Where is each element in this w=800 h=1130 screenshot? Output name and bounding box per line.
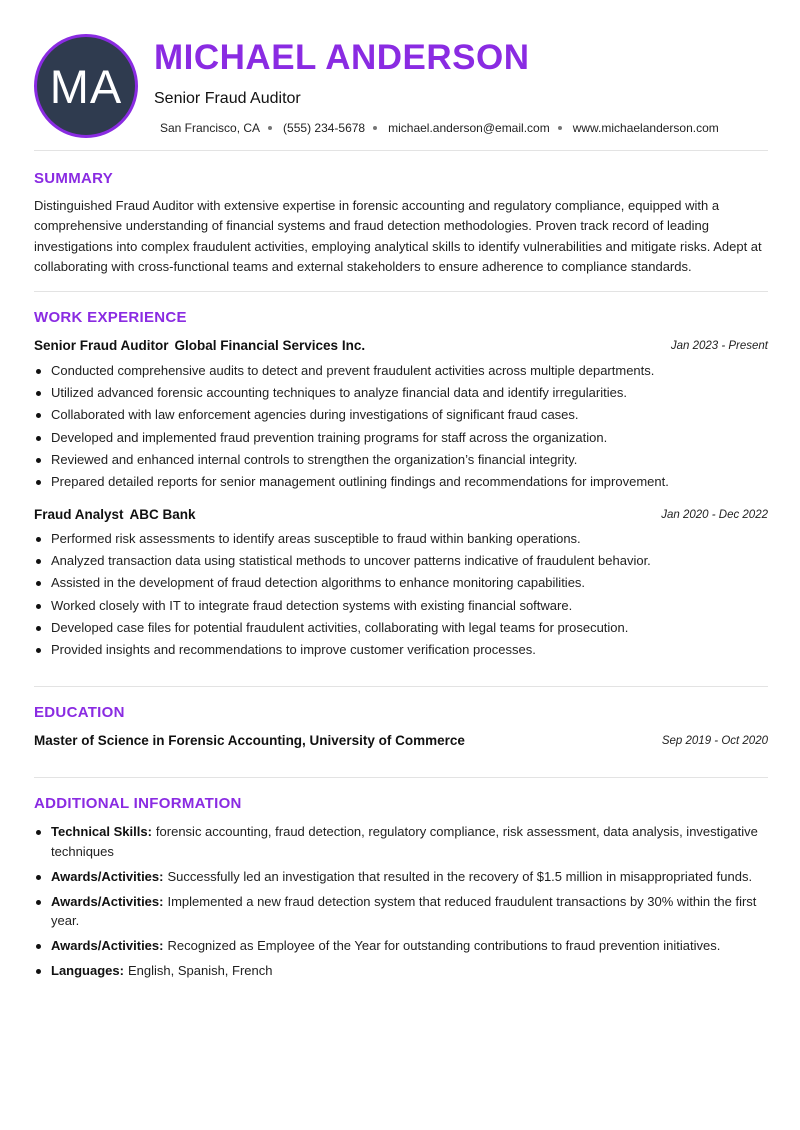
item-text: Recognized as Employee of the Year for outstanding contributions to fraud prevention initiatives. <box>167 938 721 953</box>
list-item: Developed case files for potential fraudulent activities, collaborating with legal teams for prosecution. <box>34 618 768 640</box>
job-title-line <box>34 507 196 522</box>
contact-email[interactable]: michael.anderson@email.com <box>388 121 550 135</box>
list-item: Worked closely with IT to integrate fraud detection systems with existing financial software. <box>34 596 768 618</box>
contact-website[interactable]: www.michaelanderson.com <box>572 121 719 135</box>
item-label: Technical Skills: <box>51 824 152 839</box>
job-header <box>34 338 768 356</box>
job-company: Global Financial Services Inc. <box>174 338 366 353</box>
item-text: Implemented a new fraud detection system that reduced fraudulent transactions by 30% within the first year. <box>51 893 757 928</box>
list-item <box>34 936 768 956</box>
list-item: Provided insights and recommendations to improve customer verification processes. <box>34 640 768 662</box>
additional-info-list <box>34 822 768 986</box>
section-divider <box>34 686 768 687</box>
list-item: Conducted comprehensive audits to detect and prevent fraudulent activities across multiple departments. <box>34 361 768 383</box>
education-dates: Sep 2019 - Oct 2020 <box>661 735 768 747</box>
list-item <box>34 961 768 981</box>
avatar: MA <box>34 34 138 138</box>
item-text: Successfully led an investigation that resulted in the recovery of $1.5 million in misappropriated funds. <box>167 868 753 884</box>
job-bullets <box>34 529 768 662</box>
list-item: Collaborated with law enforcement agencies during investigations of significant fraud cases. <box>34 405 768 427</box>
item-label: Awards/Activities: <box>51 868 164 884</box>
resume-header <box>34 34 768 138</box>
list-item <box>34 892 768 931</box>
item-text: forensic accounting, fraud detection, regulatory compliance, risk assessment, data analysis, investigative techniques <box>51 824 758 859</box>
separator-dot <box>373 126 377 130</box>
job-position: Senior Fraud Auditor <box>34 338 169 353</box>
list-item: Performed risk assessments to identify areas susceptible to fraud within banking operations. <box>34 529 768 551</box>
job-dates: Jan 2020 - Dec 2022 <box>661 509 768 521</box>
degree: Master of Science in Forensic Accounting, University of Commerce <box>34 733 465 748</box>
contact-phone: (555) 234-5678 <box>283 121 366 135</box>
candidate-role: Senior Fraud Auditor <box>154 90 301 107</box>
summary-heading: SUMMARY <box>34 170 114 187</box>
item-text: English, Spanish, French <box>127 963 273 978</box>
list-item <box>34 867 768 887</box>
item-label: Languages: <box>51 963 124 978</box>
candidate-name: MICHAEL ANDERSON <box>154 38 530 77</box>
job-position: Fraud Analyst <box>34 507 124 522</box>
section-divider <box>34 291 768 292</box>
separator-dot <box>268 126 272 130</box>
separator-dot <box>558 126 562 130</box>
list-item: Reviewed and enhanced internal controls to strengthen the organization’s financial integrity. <box>34 450 768 472</box>
job-bullets <box>34 361 768 494</box>
job-company: ABC Bank <box>129 507 196 522</box>
additional-info-heading: ADDITIONAL INFORMATION <box>34 795 242 812</box>
job-title-line <box>34 338 365 353</box>
list-item: Analyzed transaction data using statistical methods to uncover patterns indicative of fraudulent behavior. <box>34 551 768 573</box>
section-divider <box>34 150 768 151</box>
education-entry <box>34 733 768 751</box>
contact-line <box>160 121 719 135</box>
summary-text: Distinguished Fraud Auditor with extensive expertise in forensic accounting and regulatory compliance, equipped with a comprehensive understanding of financial systems and fraud detection methodologies. Proven track record of leading investigations into complex fraudulent activities, employing analytical skills to identify vulnerabilities and mitigate risks. Adept at collaborating with cross-functional teams and external stakeholders to ensure adherence to compliance standards. <box>34 198 762 274</box>
work-experience-heading: WORK EXPERIENCE <box>34 309 187 326</box>
item-label: Awards/Activities: <box>51 893 164 909</box>
list-item: Utilized advanced forensic accounting techniques to analyze financial data and identify irregularities. <box>34 383 768 405</box>
list-item: Prepared detailed reports for senior management outlining findings and recommendations for improvement. <box>34 472 768 494</box>
list-item: Developed and implemented fraud prevention training programs for staff across the organization. <box>34 428 768 450</box>
job-header <box>34 507 768 525</box>
section-divider <box>34 777 768 778</box>
job-dates: Jan 2023 - Present <box>670 340 768 352</box>
list-item <box>34 822 768 861</box>
list-item: Assisted in the development of fraud detection algorithms to enhance monitoring capabilities. <box>34 573 768 595</box>
contact-location: San Francisco, CA <box>160 121 261 135</box>
education-heading: EDUCATION <box>34 704 125 721</box>
item-label: Awards/Activities: <box>51 938 164 953</box>
